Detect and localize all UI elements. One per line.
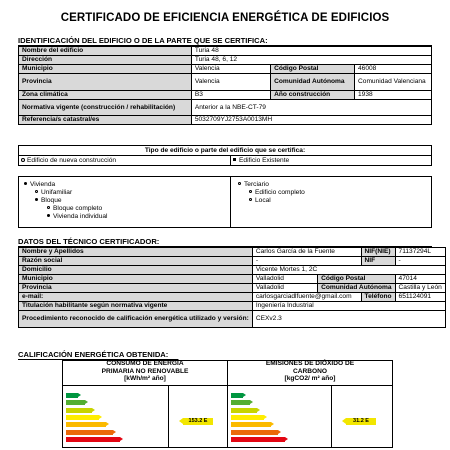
tecnico-municipio-value: Valladolid	[252, 275, 317, 284]
unifamiliar-option[interactable]	[35, 189, 72, 196]
consumo-header-line3: [kWh/m² año]	[124, 375, 166, 382]
provincia-value: Valencia	[191, 74, 270, 91]
consumo-header	[62, 360, 228, 383]
codigo-postal-value: 46008	[355, 65, 432, 74]
consumo-scale-bar-5	[66, 422, 106, 427]
edificio-completo-label: Edificio completo	[255, 189, 305, 196]
nif-nie-value: 71137294L	[395, 248, 445, 257]
procedimiento-label: Procedimiento reconocido de calificación energética utilizado y versión:	[19, 311, 253, 328]
tipo-heading: Tipo de edificio o parte del edificio que se certifica:	[144, 147, 306, 154]
vivienda-label: Vivienda	[30, 181, 56, 188]
comunidad-autonoma-label: Comunidad Autónoma	[271, 74, 355, 91]
nueva-construccion-label: Edificio de nueva construcción	[27, 157, 117, 164]
bloque-completo-mark[interactable]	[47, 206, 50, 209]
nif-label: NIF	[361, 257, 395, 266]
local-option[interactable]	[249, 197, 271, 204]
tecnico-provincia-value: Valladolid	[252, 284, 317, 293]
municipio-label: Municipio	[19, 65, 192, 74]
edificio-completo-mark[interactable]	[249, 190, 252, 193]
emisiones-scale-bar-1	[231, 393, 243, 398]
titulacion-label: Titulación habilitante según normativa vigente	[19, 302, 253, 311]
emisiones-header-line3: [kgCO2/ m² año]	[284, 375, 336, 382]
nif-value: -	[395, 257, 445, 266]
nueva-construccion-radio[interactable]	[21, 158, 25, 162]
consumo-header-line2: PRIMARIA NO RENOVABLE	[101, 367, 189, 375]
emisiones-divider	[331, 385, 332, 448]
referencia-catastral-value: 5032709YJ2753A0013MH	[191, 116, 431, 125]
edificio-existente-option[interactable]	[233, 157, 289, 164]
vivienda-individual-label: Vivienda individual	[53, 213, 108, 220]
emisiones-scale-bar-2	[231, 400, 250, 405]
emisiones-header	[227, 360, 393, 383]
tecnico-heading: DATOS DEL TÉCNICO CERTIFICADOR:	[18, 237, 160, 246]
email-label: e-mail:	[19, 293, 253, 302]
tecnico-table	[18, 247, 446, 328]
consumo-rating-value: 153.2 E	[188, 418, 208, 424]
tipo-divider	[230, 155, 231, 166]
tecnico-nombre-value: Carlos García de la Fuente	[252, 248, 361, 257]
vivienda-mark[interactable]	[24, 182, 27, 185]
tecnico-cp-label: Código Postal	[318, 275, 395, 284]
vivienda-individual-mark[interactable]	[47, 214, 50, 217]
consumo-rating	[183, 418, 213, 425]
anio-construccion-value: 1938	[355, 91, 432, 100]
direccion-label: Dirección	[19, 56, 192, 65]
normativa-value: Anterior a la NBE-CT-79	[191, 100, 431, 116]
emisiones-rating-value: 31.2 E	[353, 418, 369, 424]
referencia-catastral-label: Referencia/s catastral/es	[19, 116, 192, 125]
municipio-value: Valencia	[191, 65, 270, 74]
emisiones-scale-bar-5	[231, 422, 271, 427]
terciario-label: Terciario	[244, 181, 269, 188]
razon-social-label: Razón social	[19, 257, 253, 266]
local-label: Local	[255, 197, 271, 204]
domicilio-label: Domicilio	[19, 266, 253, 275]
nif-nie-label: NIF(NIE)	[361, 248, 395, 257]
consumo-scale-bar-6	[66, 430, 113, 435]
identificacion-table	[18, 46, 432, 125]
procedimiento-value: CEXv2.3	[252, 311, 445, 328]
local-mark[interactable]	[249, 198, 252, 201]
terciario-mark[interactable]	[238, 182, 241, 185]
consumo-header-line1: CONSUMO DE ENERGÍA	[106, 360, 184, 367]
consumo-divider	[168, 385, 169, 448]
edificio-existente-label: Edificio Existente	[239, 157, 290, 164]
bloque-option[interactable]	[35, 197, 62, 204]
edificio-completo-option[interactable]	[249, 189, 305, 196]
emisiones-scale-bar-7	[231, 437, 285, 442]
nombre-edificio-value: Turia 48	[191, 47, 431, 56]
emisiones-rating	[346, 418, 376, 425]
emisiones-scale-bar-3	[231, 408, 257, 413]
uso-divider	[230, 176, 231, 228]
emisiones-header-line2: CARBONO	[292, 367, 328, 375]
nombre-edificio-label: Nombre del edificio	[19, 47, 192, 56]
unifamiliar-mark[interactable]	[35, 190, 38, 193]
tecnico-nombre-label: Nombre y Apellidos	[19, 248, 253, 257]
zona-climatica-label: Zona climática	[19, 91, 192, 100]
tecnico-provincia-label: Provincia	[19, 284, 253, 293]
consumo-scale-bar-1	[66, 393, 78, 398]
bloque-mark[interactable]	[35, 198, 38, 201]
razon-social-value: -	[252, 257, 361, 266]
zona-climatica-value: B3	[191, 91, 270, 100]
unifamiliar-label: Unifamiliar	[41, 189, 73, 196]
uso-box	[18, 176, 432, 228]
vivienda-individual-option[interactable]	[47, 213, 108, 220]
bloque-completo-option[interactable]	[47, 205, 102, 212]
identificacion-heading: IDENTIFICACIÓN DEL EDIFICIO O DE LA PARTE QUE SE CERTIFICA:	[18, 36, 268, 45]
consumo-scale-bar-2	[66, 400, 85, 405]
page-title: CERTIFICADO DE EFICIENCIA ENERGÉTICA DE EDIFICIOS	[60, 12, 390, 24]
calificacion-header-rule	[62, 385, 393, 386]
titulacion-value: Ingeniería Industrial	[252, 302, 445, 311]
consumo-scale-bar-3	[66, 408, 92, 413]
calificacion-heading: CALIFICACIÓN ENERGÉTICA OBTENIDA:	[18, 350, 169, 359]
tecnico-ca-value: Castilla y León	[395, 284, 445, 293]
email-value: carlosgarciadlfuente@gmail.com	[252, 293, 361, 302]
codigo-postal-label: Código Postal	[271, 65, 355, 74]
consumo-scale-bar-4	[66, 415, 99, 420]
consumo-scale-bar-7	[66, 437, 120, 442]
provincia-label: Provincia	[19, 74, 192, 91]
direccion-value: Turia 48, 6, 12	[191, 56, 431, 65]
emisiones-scale-bar-6	[231, 430, 278, 435]
nueva-construccion-option[interactable]	[21, 157, 116, 164]
anio-construccion-label: Año construcción	[271, 91, 355, 100]
vivienda-option[interactable]	[24, 181, 55, 188]
tecnico-ca-label: Comunidad Autónoma	[318, 284, 395, 293]
bloque-label: Bloque	[41, 197, 62, 204]
emisiones-scale-bar-4	[231, 415, 264, 420]
telefono-label: Teléfono	[361, 293, 395, 302]
terciario-option[interactable]	[238, 181, 269, 188]
tecnico-municipio-label: Municipio	[19, 275, 253, 284]
domicilio-value: Vicente Mortes 1, 2C	[252, 266, 445, 275]
normativa-label: Normativa vigente (construcción / rehabilitación)	[19, 100, 192, 116]
telefono-value: 651124091	[395, 293, 445, 302]
bloque-completo-label: Bloque completo	[53, 205, 103, 212]
emisiones-header-line1: EMISIONES DE DIÓXIDO DE	[265, 360, 355, 367]
tecnico-cp-value: 47014	[395, 275, 445, 284]
edificio-existente-mark[interactable]	[233, 158, 236, 161]
comunidad-autonoma-value: Comunidad Valenciana	[355, 74, 432, 91]
